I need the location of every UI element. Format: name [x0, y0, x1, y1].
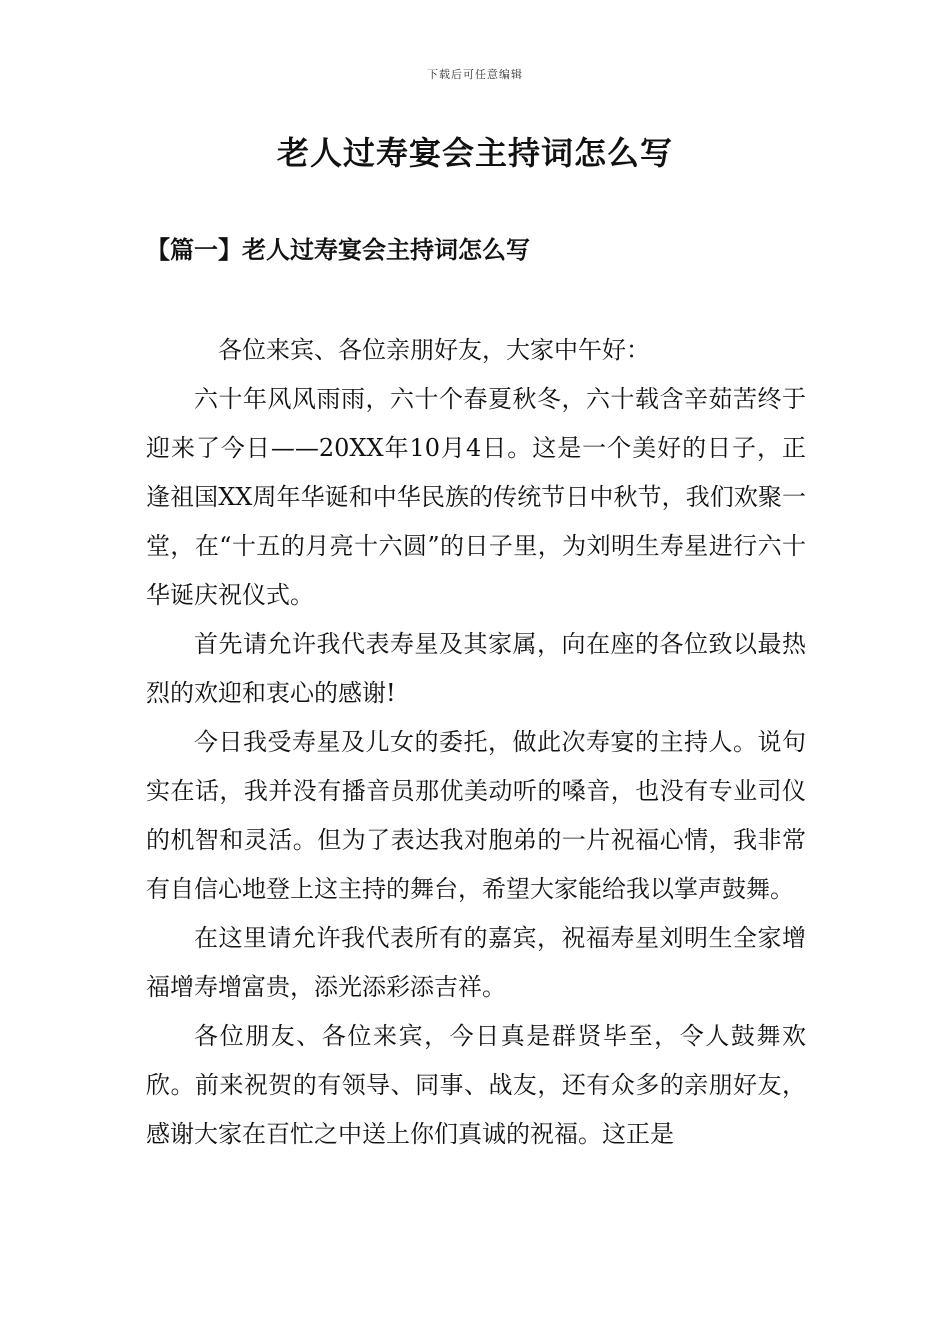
- paragraph: 今日我受寿星及儿女的委托，做此次寿宴的主持人。说句实在话，我并没有播音员那优美动听的嗓音，也没有专业司仪的机智和灵活。但为了表达我对胞弟的一片祝福心情，我非常有自信心地登上这主持的舞台，希望大家能给我以掌声鼓舞。: [146, 728, 806, 903]
- paragraph: 各位朋友、各位来宾，今日真是群贤毕至，令人鼓舞欢欣。前来祝贺的有领导、同事、战友，还有众多的亲朋好友，感谢大家在百忙之中送上你们真诚的祝福。这正是: [146, 1022, 806, 1148]
- paragraph: 在这里请允许我代表所有的嘉宾，祝福寿星刘明生全家增福增寿增富贵，添光添彩添吉祥。: [146, 924, 806, 1001]
- body-text: [146, 326, 806, 1159]
- paragraph: 六十年风风雨雨，六十个春夏秋冬，六十载含辛茹苦终于迎来了今日——20XX年10月4日。这是一个美好的日子，正逢祖国XX周年华诞和中华民族的传统节日中秋节，我们欢聚一堂，在“十五的月亮十六圆”的日子里，为刘明生寿星进行六十华诞庆祝仪式。: [146, 385, 806, 609]
- paragraph: 首先请允许我代表寿星及其家属，向在座的各位致以最热烈的欢迎和衷心的感谢!: [146, 630, 806, 707]
- document-title: 老人过寿宴会主持词怎么写: [276, 134, 673, 172]
- header-note: 下载后可任意编辑: [427, 68, 523, 81]
- section-heading: 【篇一】老人过寿宴会主持词怎么写: [146, 235, 530, 264]
- paragraph-greeting: 各位来宾、各位亲朋好友，大家中午好：: [218, 336, 650, 364]
